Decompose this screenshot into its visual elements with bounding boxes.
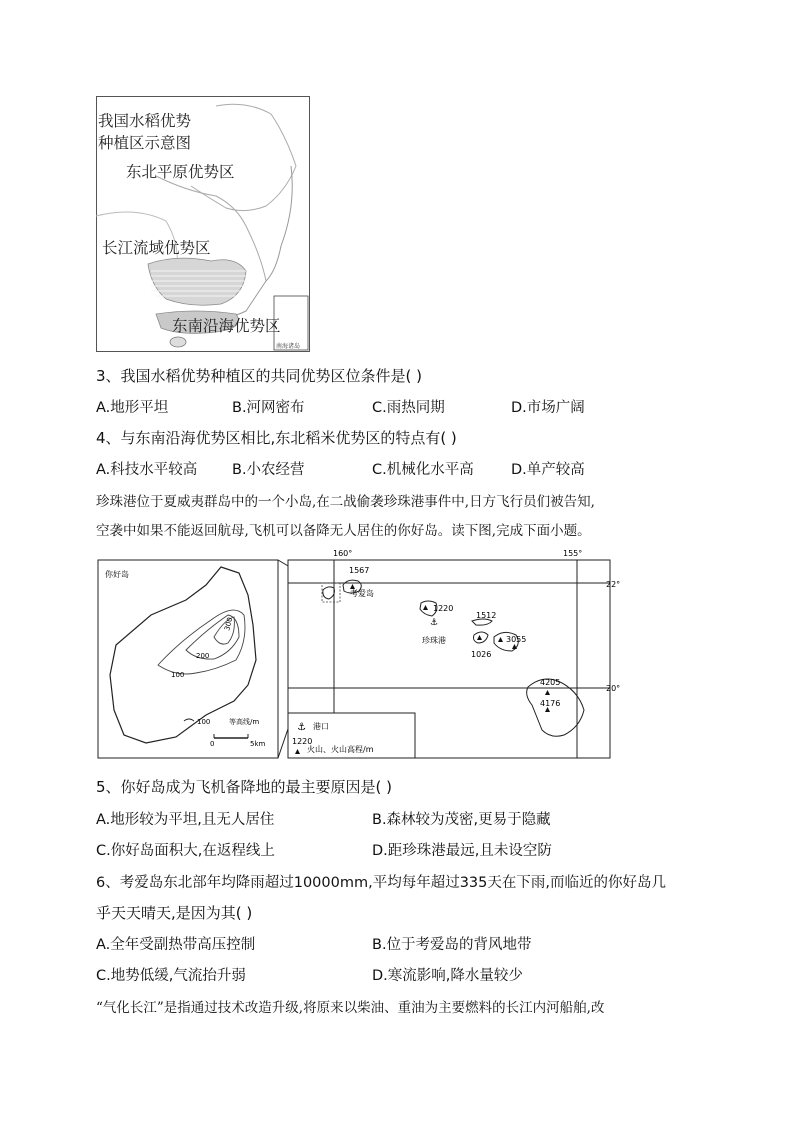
contour-100-label: 100	[171, 671, 185, 679]
kauai-label: 考爱岛	[350, 589, 374, 598]
rice-map	[96, 96, 310, 352]
q3-option-c[interactable]: C.雨热同期	[372, 400, 445, 416]
q5-option-c[interactable]: C.你好岛面积大,在返程线上	[96, 843, 275, 859]
q3-stem: 3、我国水稻优势种植区的共同优势区位条件是( )	[96, 367, 423, 385]
rice-map-title-line1: 我国水稻优势	[98, 112, 192, 130]
q5-option-d[interactable]: D.距珍珠港最远,且未设空防	[372, 843, 552, 859]
legend-contour-label: 等高线/m	[229, 718, 260, 726]
legend-volcano-label: 火山、火山高程/m	[307, 745, 374, 754]
q5-option-a[interactable]: A.地形较为平坦,且无人居住	[96, 812, 275, 828]
island-title: 你好岛	[105, 570, 129, 579]
pearl-harbor-label: 珍珠港	[422, 636, 446, 645]
hawaii-map	[96, 545, 621, 761]
scale-5km: 5km	[250, 740, 266, 748]
q5-stem: 5、你好岛成为飞机备降地的最主要原因是( )	[96, 778, 393, 796]
peak-1567: 1567	[349, 566, 370, 575]
q6-option-b[interactable]: B.位于考爱岛的背风地带	[372, 937, 532, 953]
q5-option-b[interactable]: B.森林较为茂密,更易于隐藏	[372, 812, 551, 828]
region-northeast-label: 东北平原优势区	[126, 163, 235, 181]
q4-option-c[interactable]: C.机械化水平高	[372, 462, 474, 478]
region-yangtze-label: 长江流域优势区	[102, 239, 211, 257]
q6-stem-line1: 6、考爱岛东北部年均降雨超过10000mm,平均每年超过335天在下雨,而临近的你好岛几	[96, 875, 666, 891]
q6-option-c[interactable]: C.地势低缓,气流抬升弱	[96, 968, 246, 984]
peak-1026: 1026	[471, 650, 492, 659]
q6-option-a[interactable]: A.全年受副热带高压控制	[96, 937, 256, 953]
q4-option-b[interactable]: B.小农经营	[232, 462, 305, 478]
legend-peak-value: 1220	[292, 737, 313, 746]
passage1-line2: 空袭中如果不能返回航母,飞机可以备降无人居住的你好岛。读下图,完成下面小题。	[96, 523, 591, 539]
legend-anchor-icon: ⚓	[297, 722, 306, 733]
q4-stem: 4、与东南沿海优势区相比,东北稻米优势区的特点有( )	[96, 429, 457, 447]
contour-200-label: 200	[196, 652, 210, 660]
q6-option-d[interactable]: D.寒流影响,降水量较少	[372, 968, 523, 984]
legend-contour-value: 100	[197, 718, 211, 726]
q6-stem-line2: 乎天天晴天,是因为其( )	[96, 904, 253, 922]
q4-option-a[interactable]: A.科技水平较高	[96, 462, 198, 478]
q3-option-a[interactable]: A.地形平坦	[96, 400, 169, 416]
peak-4176: 4176	[540, 699, 561, 708]
lon-155: 155°	[563, 549, 583, 558]
q3-option-d[interactable]: D.市场广阔	[511, 400, 585, 416]
contour-300-label: 300	[223, 616, 235, 632]
q3-option-b[interactable]: B.河网密布	[232, 400, 305, 416]
scale-zero: 0	[210, 740, 215, 748]
passage2-line1: “气化长江”是指通过技术改造升级,将原来以柴油、重油为主要燃料的长江内河船舶,改	[96, 1000, 605, 1016]
lon-160: 160°	[333, 549, 353, 558]
lat-20: 20°	[606, 684, 621, 693]
lat-22: 22°	[606, 580, 621, 589]
peak-1512: 1512	[476, 611, 497, 620]
legend-port-label: 港口	[313, 722, 329, 731]
region-southeast-label: 东南沿海优势区	[172, 317, 281, 335]
inset-label: 南海诸岛	[276, 343, 301, 350]
peak-3055: 3055	[506, 635, 527, 644]
q4-option-d[interactable]: D.单产较高	[511, 462, 585, 478]
rice-map-title-line2: 种植区示意图	[98, 134, 192, 152]
passage1-line1: 珍珠港位于夏威夷群岛中的一个小岛,在二战偷袭珍珠港事件中,日方飞行员们被告知,	[96, 494, 595, 510]
anchor-icon: ⚓	[430, 618, 439, 628]
peak-4205: 4205	[540, 678, 561, 687]
peak-1220: 1220	[433, 604, 454, 613]
